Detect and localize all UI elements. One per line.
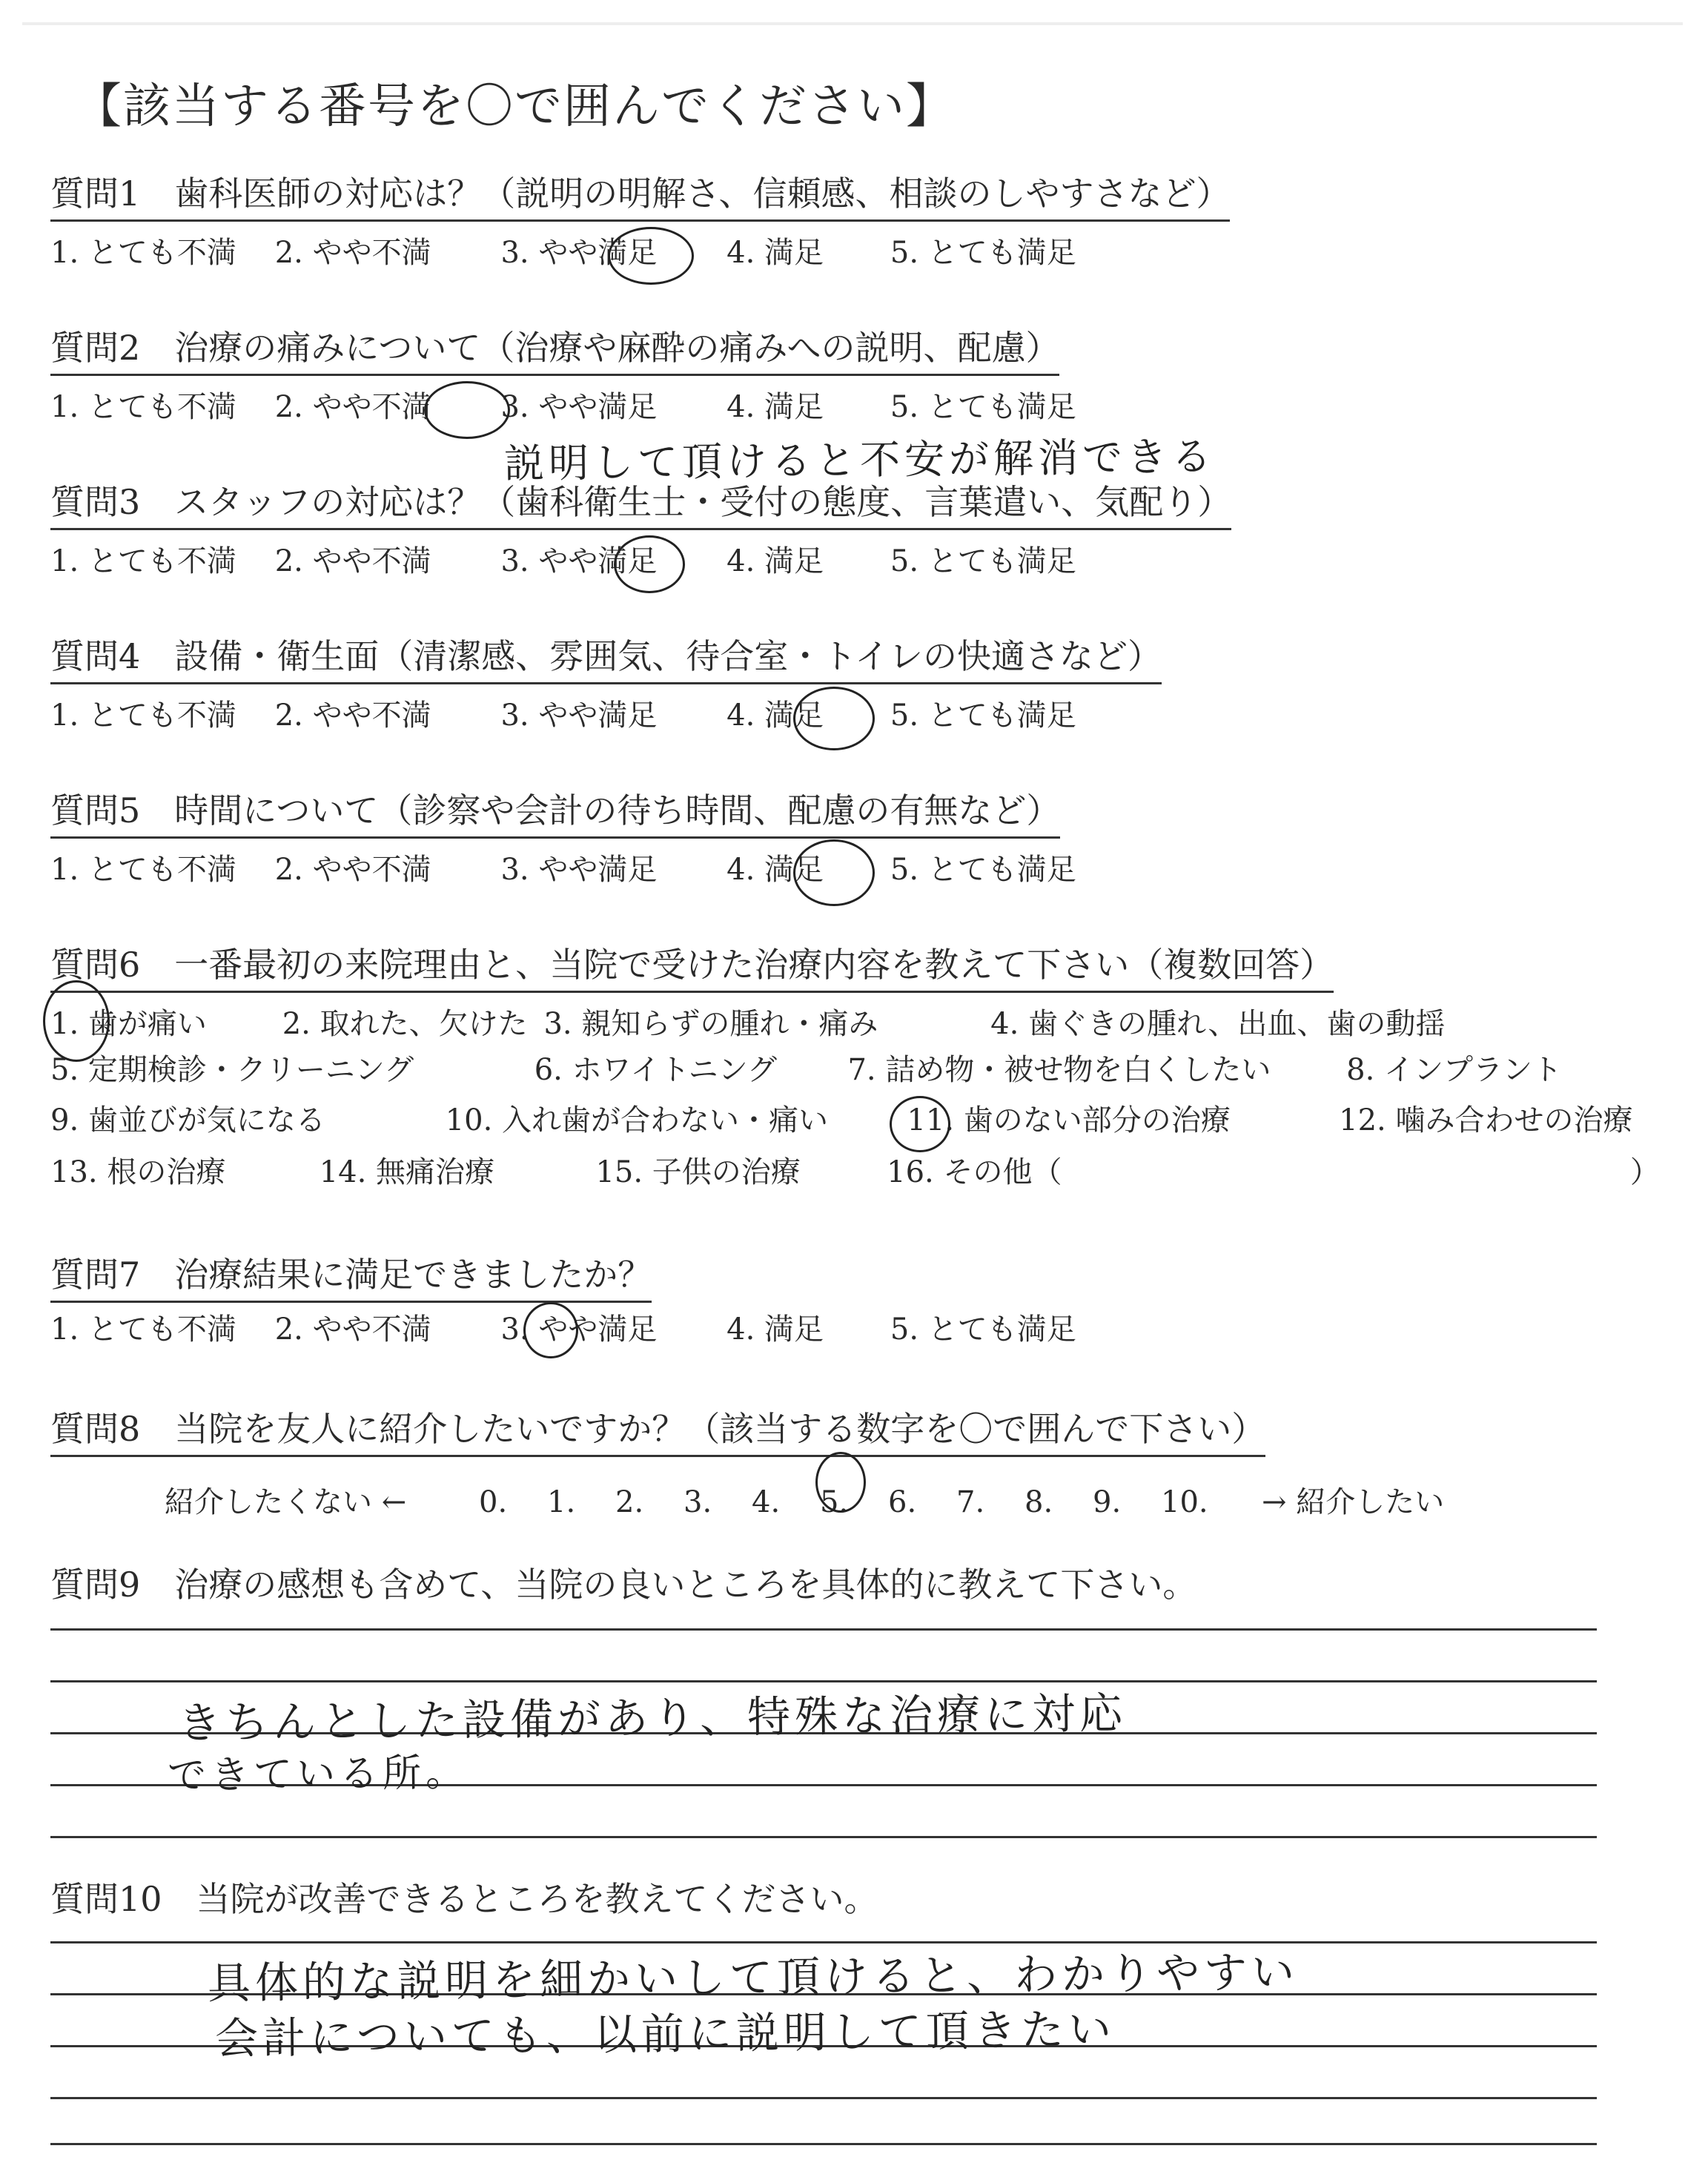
option-2[interactable]: 2. やや不満 [274,390,431,424]
handwritten-answer: 会計についても、以前に説明して頂きたい [214,2004,1116,2064]
option-3[interactable]: 3. やや満足 [500,390,658,424]
reason-13[interactable]: 13. 根の治療 [50,1155,226,1189]
reason-16-close: ） [1629,1155,1660,1189]
scale-0[interactable]: 0. [479,1485,508,1519]
reason-7[interactable]: 7. 詰め物・被せ物を白くしたい [847,1053,1271,1087]
option-1[interactable]: 1. とても不満 [50,544,236,578]
reason-5[interactable]: 5. 定期検診・クリーニング [50,1053,414,1087]
option-1[interactable]: 1. とても不満 [50,698,236,733]
option-3[interactable]: 3. やや満足 [500,236,658,270]
option-1[interactable]: 1. とても不満 [50,853,236,887]
scale-6[interactable]: 6. [888,1485,917,1519]
option-1[interactable]: 1. とても不満 [50,390,236,424]
answer-line [50,1836,1597,1838]
scale-3[interactable]: 3. [683,1485,712,1519]
scale-5[interactable]: 5. [820,1485,849,1519]
answer-options-5 [50,851,1076,888]
question-text: 治療結果に満足できましたか？ [174,1255,652,1295]
reason-8[interactable]: 8. インプラント [1346,1053,1563,1087]
option-2[interactable]: 2. やや不満 [274,1312,431,1347]
question-7 [50,1253,652,1303]
reason-4[interactable]: 4. 歯ぐきの腫れ、出血、歯の動揺 [990,1007,1446,1041]
reason-row-1 [50,1005,1445,1043]
reason-16[interactable]: 16. その他（ [887,1155,1062,1189]
answer-line [50,1628,1597,1631]
option-4[interactable]: 4. 満足 [726,1312,824,1347]
scale-left-label: 紹介したくない ← [165,1485,407,1519]
question-number: 質問9 [50,1565,141,1605]
option-5[interactable]: 5. とても満足 [890,1312,1076,1347]
question-text: 設備・衛生面（清潔感、雰囲気、待合室・トイレの快適さなど） [174,636,1162,676]
answer-options-1 [50,234,1076,271]
option-5[interactable]: 5. とても満足 [890,544,1076,578]
question-number: 質問2 [50,328,141,368]
scale-8[interactable]: 8. [1025,1485,1053,1519]
scan-edge [22,22,1683,25]
question-3 [50,480,1231,530]
page-title: 【該当する番号を〇で囲んでください】 [74,79,955,134]
question-number: 質問10 [50,1879,162,1919]
option-4[interactable]: 4. 満足 [726,698,824,733]
reason-3[interactable]: 3. 親知らずの腫れ・痛み [543,1007,878,1041]
question-text: 一番最初の来院理由と、当院で受けた治療内容を教えて下さい（複数回答） [174,945,1334,985]
question-number: 質問4 [50,636,141,676]
reason-10[interactable]: 10. 入れ歯が合わない・痛い [445,1103,829,1137]
reason-14[interactable]: 14. 無痛治療 [319,1155,495,1189]
question-number: 質問7 [50,1255,141,1295]
option-3[interactable]: 3. やや満足 [500,544,658,578]
option-4[interactable]: 4. 満足 [726,853,824,887]
option-5[interactable]: 5. とても満足 [890,236,1076,270]
question-text: 歯科医師の対応は？（説明の明解さ、信頼感、相談のしやすさなど） [174,174,1231,214]
scale-10[interactable]: 10. [1161,1485,1208,1519]
question-1 [50,172,1230,222]
handwritten-answer: きちんとした設備があり、特殊な治療に対応 [177,1688,1128,1748]
question-2 [50,326,1059,376]
question-number: 質問6 [50,945,141,985]
scale-9[interactable]: 9. [1093,1485,1122,1519]
scale-4[interactable]: 4. [752,1485,781,1519]
question-text: 時間について（診察や会計の待ち時間、配慮の有無など） [174,790,1061,830]
answer-line [50,2097,1597,2099]
option-1[interactable]: 1. とても不満 [50,236,236,270]
option-2[interactable]: 2. やや不満 [274,236,431,270]
reason-6[interactable]: 6. ホワイトニング [534,1053,777,1087]
question-text: 治療の感想も含めて、当院の良いところを具体的に教えて下さい。 [174,1565,1197,1605]
reason-15[interactable]: 15. 子供の治療 [595,1155,801,1189]
scale-right-label: → 紹介したい [1262,1485,1445,1519]
reason-9[interactable]: 9. 歯並びが気になる [50,1103,325,1137]
answer-options-7 [50,1311,1076,1348]
handwritten-note: 説明して頂けると不安が解消できる [503,432,1217,488]
option-2[interactable]: 2. やや不満 [274,698,431,733]
question-number: 質問1 [50,174,141,214]
option-4[interactable]: 4. 満足 [726,544,824,578]
question-8 [50,1407,1265,1457]
scale-2[interactable]: 2. [615,1485,644,1519]
option-3[interactable]: 3. やや満足 [500,1312,658,1347]
option-5[interactable]: 5. とても満足 [890,853,1076,887]
option-4[interactable]: 4. 満足 [726,236,824,270]
reason-row-3 [50,1102,1632,1139]
answer-options-4 [50,697,1076,734]
answer-options-2 [50,389,1076,426]
reason-row-2 [50,1051,1562,1089]
question-6 [50,943,1334,993]
reason-2[interactable]: 2. 取れた、欠けた [282,1007,528,1041]
question-number: 質問3 [50,482,141,522]
option-5[interactable]: 5. とても満足 [890,390,1076,424]
option-1[interactable]: 1. とても不満 [50,1312,236,1347]
option-5[interactable]: 5. とても満足 [890,698,1076,733]
question-text: 当院が改善できるところを教えてください。 [196,1879,878,1919]
question-text: スタッフの対応は？（歯科衛生士・受付の態度、言葉遣い、気配り） [174,482,1232,522]
option-4[interactable]: 4. 満足 [726,390,824,424]
option-3[interactable]: 3. やや満足 [500,853,658,887]
question-9 [50,1566,1196,1603]
option-3[interactable]: 3. やや満足 [500,698,658,733]
option-2[interactable]: 2. やや不満 [274,853,431,887]
question-10 [50,1880,878,1918]
answer-line [50,2143,1597,2145]
question-5 [50,789,1060,839]
handwritten-answer: できている所。 [167,1750,469,1799]
reason-row-4 [50,1154,1660,1191]
scale-1[interactable]: 1. [547,1485,576,1519]
answer-options-3 [50,543,1076,580]
question-number: 質問5 [50,790,141,830]
recommend-scale [165,1479,1444,1521]
option-2[interactable]: 2. やや不満 [274,544,431,578]
reason-12[interactable]: 12. 噛み合わせの治療 [1339,1103,1633,1137]
question-number: 質問8 [50,1409,141,1449]
reason-11[interactable]: 11. 歯のない部分の治療 [907,1103,1231,1137]
question-text: 治療の痛みについて（治療や麻酔の痛みへの説明、配慮） [174,328,1060,368]
question-4 [50,635,1162,684]
reason-1[interactable]: 1. 歯が痛い [50,1007,207,1041]
scale-7[interactable]: 7. [956,1485,985,1519]
question-text: 当院を友人に紹介したいですか？（該当する数字を〇で囲んで下さい） [174,1409,1266,1449]
handwritten-answer: 具体的な説明を細かいして頂けると、わかりやすい [207,1946,1300,2009]
